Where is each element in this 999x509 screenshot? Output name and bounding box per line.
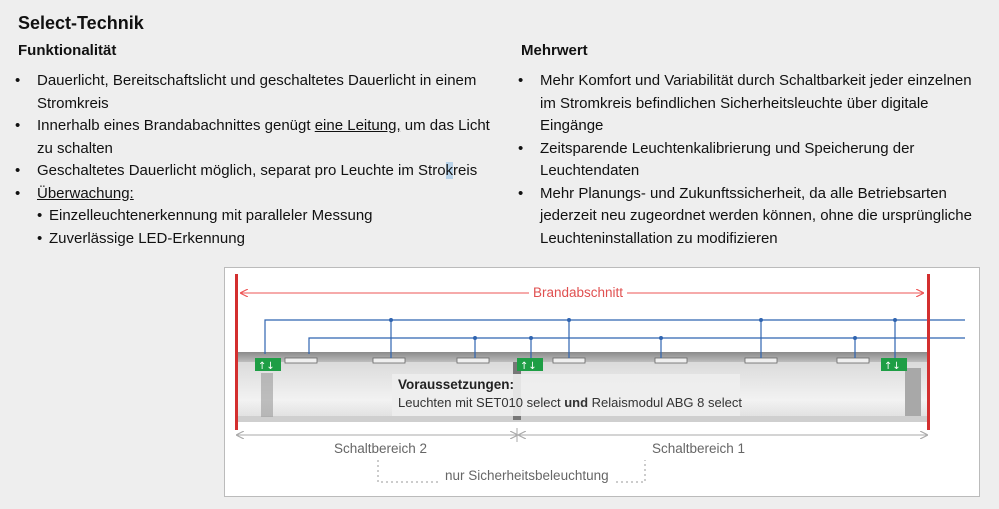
value-list (518, 70, 988, 250)
floor (237, 416, 927, 422)
list-item: • Geschaltetes Dauerlicht möglich, separat pro Leuchte im Strokreis (15, 160, 490, 183)
ceiling-lamp (655, 358, 687, 363)
fire-wall-right (927, 274, 930, 430)
link-eine-leitung: eine Leitung, (314, 117, 401, 134)
list-item: • Dauerlicht, Bereitschaftslicht und geschaltetes Dauerlicht in einem Stromkreis (15, 70, 490, 115)
ceiling-lamp (285, 358, 317, 363)
list-item: • Zeitsparende Leuchtenkalibrierung und Speicherung der Leuchtendaten (518, 138, 988, 183)
text-selection-highlight: k (445, 162, 454, 179)
heading-funktionalitaet: Funktionalität (18, 42, 117, 59)
ceiling-lamp (837, 358, 869, 363)
zone2-label: Schaltbereich 2 (330, 441, 431, 456)
list-item: • Mehr Planungs- und Zukunftssicherheit, da alle Betriebsarten jederzeit neu zugeordnet werden können, ohne die ursprüngliche Leuchteninstallation zu modifizieren (518, 183, 988, 251)
svg-text:↑↓: ↑↓ (884, 361, 901, 372)
svg-text:↑↓: ↑↓ (520, 361, 537, 372)
sub-list-item: • Einzelleuchtenerkennung mit paralleler Messung (15, 205, 490, 228)
door (261, 373, 273, 417)
door (905, 368, 921, 416)
safety-only-label: nur Sicherheitsbeleuchtung (441, 468, 613, 483)
fire-wall-left (235, 274, 238, 430)
svg-text:↑↓: ↑↓ (258, 361, 275, 372)
list-item: • Mehr Komfort und Variabilität durch Schaltbarkeit jeder einzelnen im Stromkreis befindlichen Sicherheitsleuchte über digitale Eingänge (518, 70, 988, 138)
prerequisites-heading: Voraussetzungen: (398, 377, 515, 392)
junction-dots (389, 318, 897, 340)
heading-mehrwert: Mehrwert (521, 42, 588, 59)
ceiling-lamp (457, 358, 489, 363)
prerequisites-box (392, 374, 740, 416)
list-item: • Innerhalb eines Brandabachnittes genügt eine Leitung, um das Licht zu schalten (15, 115, 490, 160)
sub-list-item: • Zuverlässige LED-Erkennung (15, 228, 490, 251)
ceiling-lamp (553, 358, 585, 363)
functionality-list (15, 70, 490, 250)
prerequisites-text: Leuchten mit SET010 select und Relaismodul ABG 8 select (398, 395, 742, 410)
page-title: Select-Technik (18, 13, 144, 33)
bus-line-bottom (309, 338, 965, 354)
ceiling-lamp (745, 358, 777, 363)
list-item (15, 183, 490, 206)
brandabschnitt-label: Brandabschnitt (529, 285, 627, 300)
zone1-label: Schaltbereich 1 (648, 441, 749, 456)
bus-line-top (265, 320, 965, 354)
ceiling-lamp (373, 358, 405, 363)
link-ueberwachung: Überwachung: (37, 184, 134, 202)
